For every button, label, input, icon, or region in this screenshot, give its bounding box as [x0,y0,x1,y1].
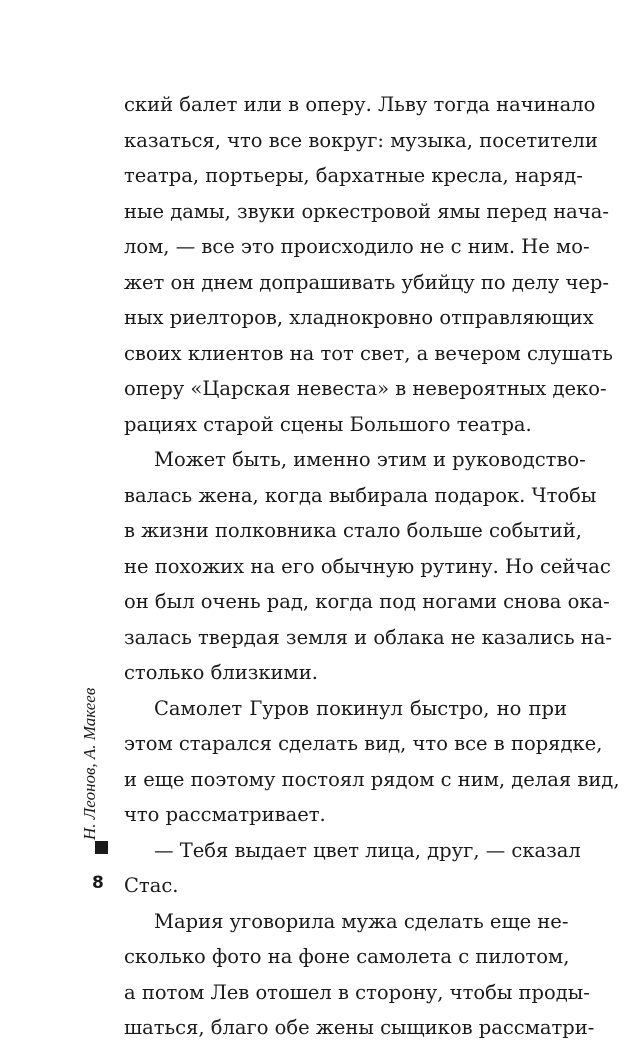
text-line: он был очень рад, когда под ногами снова ока- [124,590,610,613]
text-line: залась твердая земля и облака не казались на- [124,625,613,649]
text-line: — Тебя выдает цвет лица, друг, — сказал [154,838,581,862]
text-line: и еще поэтому постоял рядом с ним, делая вид, [124,767,620,791]
text-line: что рассматривает. [124,803,326,826]
text-line: Может быть, именно этим и руководство- [154,448,586,471]
text-line: Самолет Гуров покинул быстро, но при [154,696,567,720]
text-line: валась жена, когда выбирала подарок. Чтобы [124,483,597,507]
text-line: шаться, благо обе жены сыщиков рассматри- [124,1016,595,1039]
text-line: а потом Лев отошел в сторону, чтобы проды- [124,980,590,1004]
text-line: ский балет или в оперу. Льву тогда начинало [124,93,596,116]
body-text [124,87,620,1046]
text-line: столько близкими. [124,661,318,684]
text-line: оперу «Царская невеста» в невероятных деко- [124,377,607,400]
running-head-square-marker [95,841,108,854]
text-line: Стас. [124,874,179,897]
text-line: казаться, что все вокруг: музыка, посетители [124,128,598,152]
page-number: 8 [92,873,104,893]
text-line: рациях старой сцены Большого театра. [124,412,532,436]
running-head-authors: Н. Леонов, А. Макеев [80,687,99,840]
text-line: лом, — все это происходило не с ним. Не мо- [124,235,590,258]
text-line: жет он днем допрашивать убийцу по делу чер- [124,270,609,294]
text-line: ные дамы, звуки оркестровой ямы перед нача- [124,199,609,223]
text-line: в жизни полковника стало больше событий, [124,519,582,542]
text-line: ных риелторов, хладнокровно отправляющих [124,306,594,329]
text-line: сколько фото на фоне самолета с пилотом, [124,945,570,968]
text-line: не похожих на его обычную рутину. Но сейчас [124,554,611,578]
text-line: Мария уговорила мужа сделать еще не- [154,909,569,933]
text-line: этом старался сделать вид, что все в порядке, [124,732,603,755]
text-line: своих клиентов на тот свет, а вечером слушать [124,341,613,365]
text-line: театра, портьеры, бархатные кресла, наряд- [124,164,583,187]
